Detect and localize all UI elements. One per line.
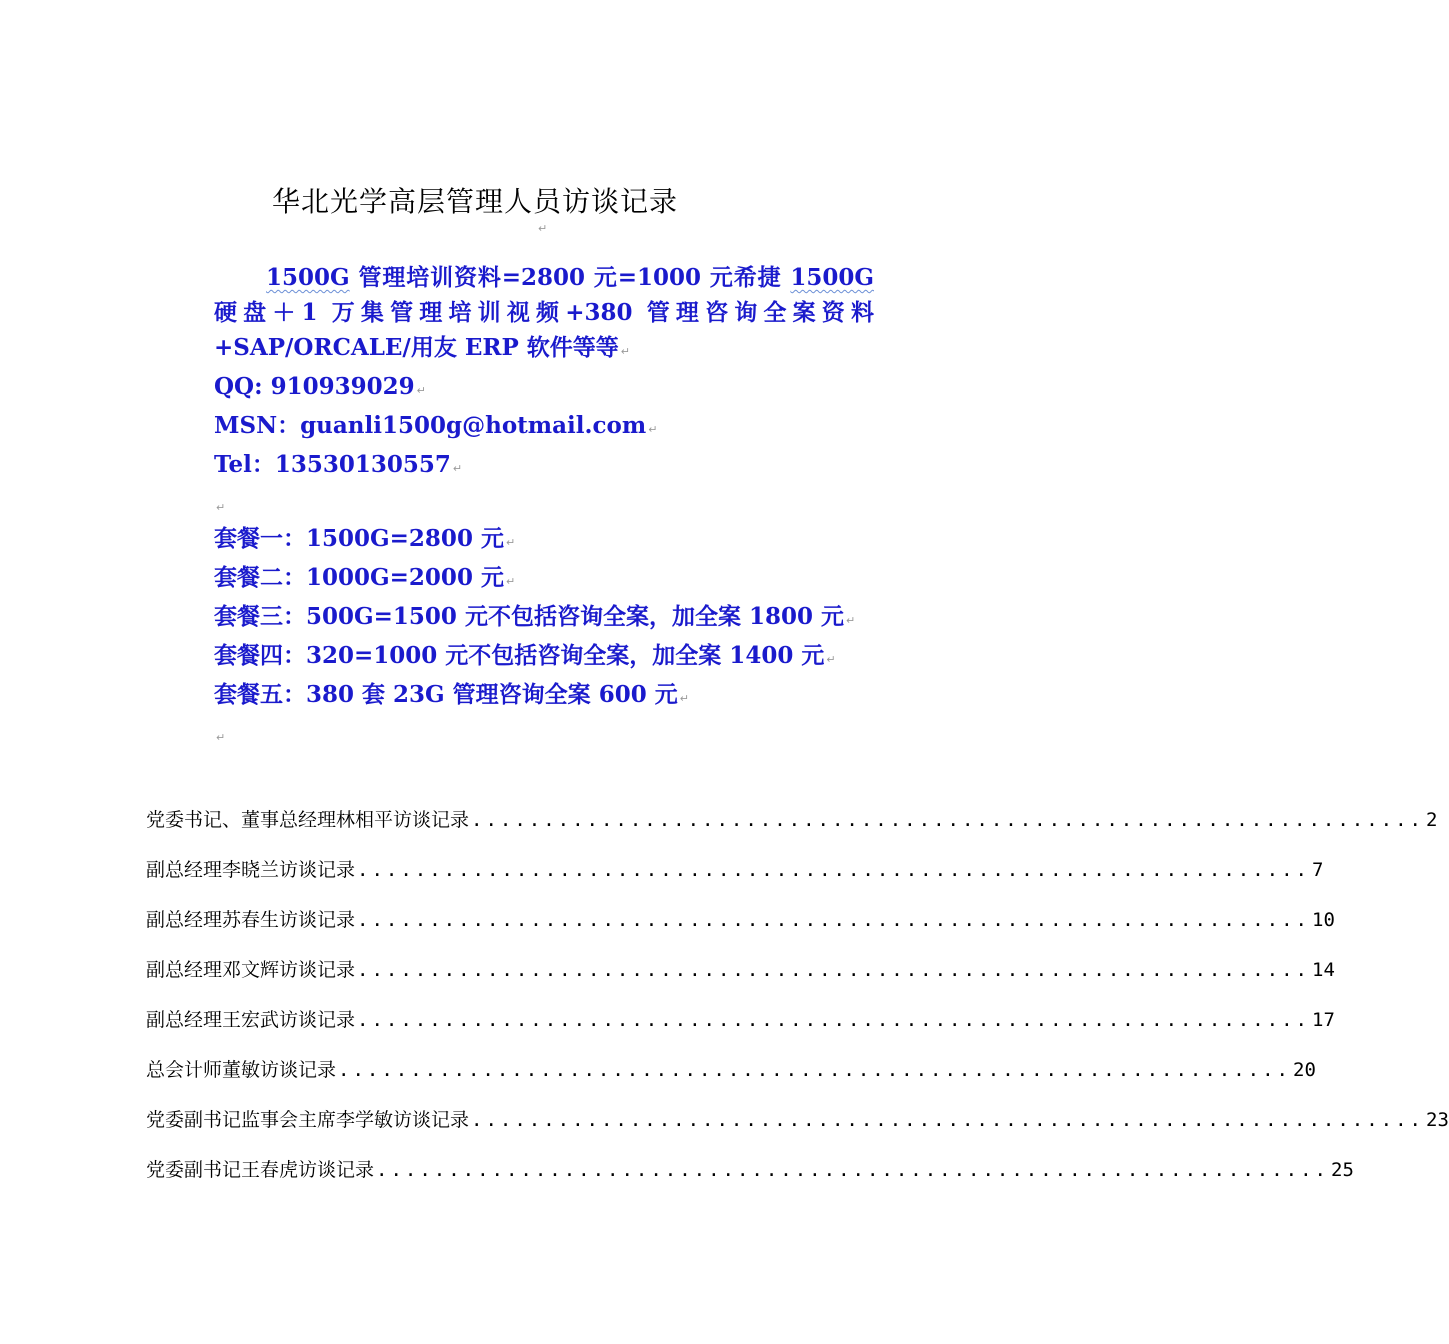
toc-entry-page: 2 xyxy=(1426,809,1438,831)
toc-entry[interactable] xyxy=(146,905,1335,955)
package-text: 套餐二：1000G=2000 元 xyxy=(214,564,504,591)
toc-entry-label: 副总经理苏春生访谈记录 xyxy=(146,909,356,931)
toc-entry-page: 10 xyxy=(1312,909,1335,931)
paragraph-mark-icon: ↵ xyxy=(416,384,426,397)
paragraph-mark-icon: ↵ xyxy=(216,501,226,514)
blank-line xyxy=(214,486,874,521)
toc-entry-page: 23 xyxy=(1426,1109,1449,1131)
toc-leader-dots: .................................................................. xyxy=(376,1159,1329,1181)
package-text: 套餐五：380 套 23G 管理咨询全案 600 元 xyxy=(214,681,678,708)
toc-leader-dots: .................................................................. xyxy=(357,909,1310,931)
paragraph-mark-icon: ↵ xyxy=(216,731,226,744)
paragraph-mark-icon: ↵ xyxy=(505,575,516,588)
toc-entry[interactable] xyxy=(146,805,1438,855)
toc-entry-page: 25 xyxy=(1331,1159,1354,1181)
qq-text: QQ: 910939029 xyxy=(214,373,415,400)
advertisement-block xyxy=(214,260,874,751)
toc-entry-page: 7 xyxy=(1312,859,1324,881)
document-title: 华北光学高层管理人员访谈记录 xyxy=(271,185,678,218)
paragraph-mark-icon: ↵ xyxy=(505,536,516,549)
package-2 xyxy=(214,560,874,599)
toc-entry-label: 副总经理邓文辉访谈记录 xyxy=(146,959,356,981)
ad-tel xyxy=(214,447,874,486)
paragraph-mark-icon: ↵ xyxy=(620,345,630,358)
msn-text: MSN：guanli1500g@hotmail.com xyxy=(214,412,647,439)
ad-qq xyxy=(214,369,874,408)
ad-msn xyxy=(214,408,874,447)
toc-entry-page: 17 xyxy=(1312,1009,1335,1031)
ad-intro-mid2: 1500G xyxy=(790,264,874,291)
toc-entry[interactable] xyxy=(146,855,1324,905)
toc-entry[interactable] xyxy=(146,1005,1335,1055)
toc-entry[interactable] xyxy=(146,1105,1449,1155)
paragraph-mark-icon: ↵ xyxy=(648,423,658,436)
package-text: 套餐三：500G=1500 元不包括咨询全案，加全案 1800 元 xyxy=(214,603,844,630)
paragraph-mark-icon: ↵ xyxy=(452,462,463,475)
toc-leader-dots: .................................................................. xyxy=(357,859,1310,881)
ad-intro-rest: 硬盘＋1 万集管理培训视频+380 管理咨询全案资料+SAP/ORCALE/用友 ERP 软件等等 xyxy=(214,299,874,361)
tel-text: Tel：13530130557 xyxy=(214,451,451,478)
package-5 xyxy=(214,677,874,716)
toc-leader-dots: .................................................................. xyxy=(471,809,1424,831)
toc-entry-page: 14 xyxy=(1312,959,1335,981)
package-4 xyxy=(214,638,874,677)
toc-entry-label: 副总经理王宏武访谈记录 xyxy=(146,1009,356,1031)
package-3 xyxy=(214,599,874,638)
blank-line xyxy=(214,716,874,751)
toc-leader-dots: .................................................................. xyxy=(471,1109,1424,1131)
toc-entry-label: 总会计师董敏访谈记录 xyxy=(146,1059,337,1081)
package-text: 套餐四：320=1000 元不包括咨询全案，加全案 1400 元 xyxy=(214,642,825,669)
toc-entry[interactable] xyxy=(146,955,1335,1005)
paragraph-mark-icon: ↵ xyxy=(826,653,836,666)
package-1 xyxy=(214,521,874,560)
toc-entry-label: 党委书记、董事总经理林相平访谈记录 xyxy=(146,809,470,831)
toc-entry[interactable] xyxy=(146,1055,1316,1105)
paragraph-mark-icon: ↵ xyxy=(538,222,548,235)
toc-entry-label: 党委副书记监事会主席李学敏访谈记录 xyxy=(146,1109,470,1131)
toc-entry-page: 20 xyxy=(1293,1059,1316,1081)
toc-leader-dots: .................................................................. xyxy=(357,959,1310,981)
toc-leader-dots: .................................................................. xyxy=(338,1059,1291,1081)
ad-intro xyxy=(214,260,874,369)
paragraph-mark-icon: ↵ xyxy=(679,692,689,705)
toc-leader-dots: .................................................................. xyxy=(357,1009,1310,1031)
toc-entry[interactable] xyxy=(146,1155,1354,1205)
toc-entry-label: 党委副书记王春虎访谈记录 xyxy=(146,1159,375,1181)
paragraph-mark-icon: ↵ xyxy=(845,614,856,627)
ad-intro-mid: 管理培训资料=2800 元=1000 元希捷 xyxy=(349,264,791,291)
ad-intro-prefix: 1500G xyxy=(266,264,350,291)
toc-entry-label: 副总经理李晓兰访谈记录 xyxy=(146,859,356,881)
package-text: 套餐一：1500G=2800 元 xyxy=(214,525,504,552)
table-of-contents xyxy=(146,805,1449,1205)
